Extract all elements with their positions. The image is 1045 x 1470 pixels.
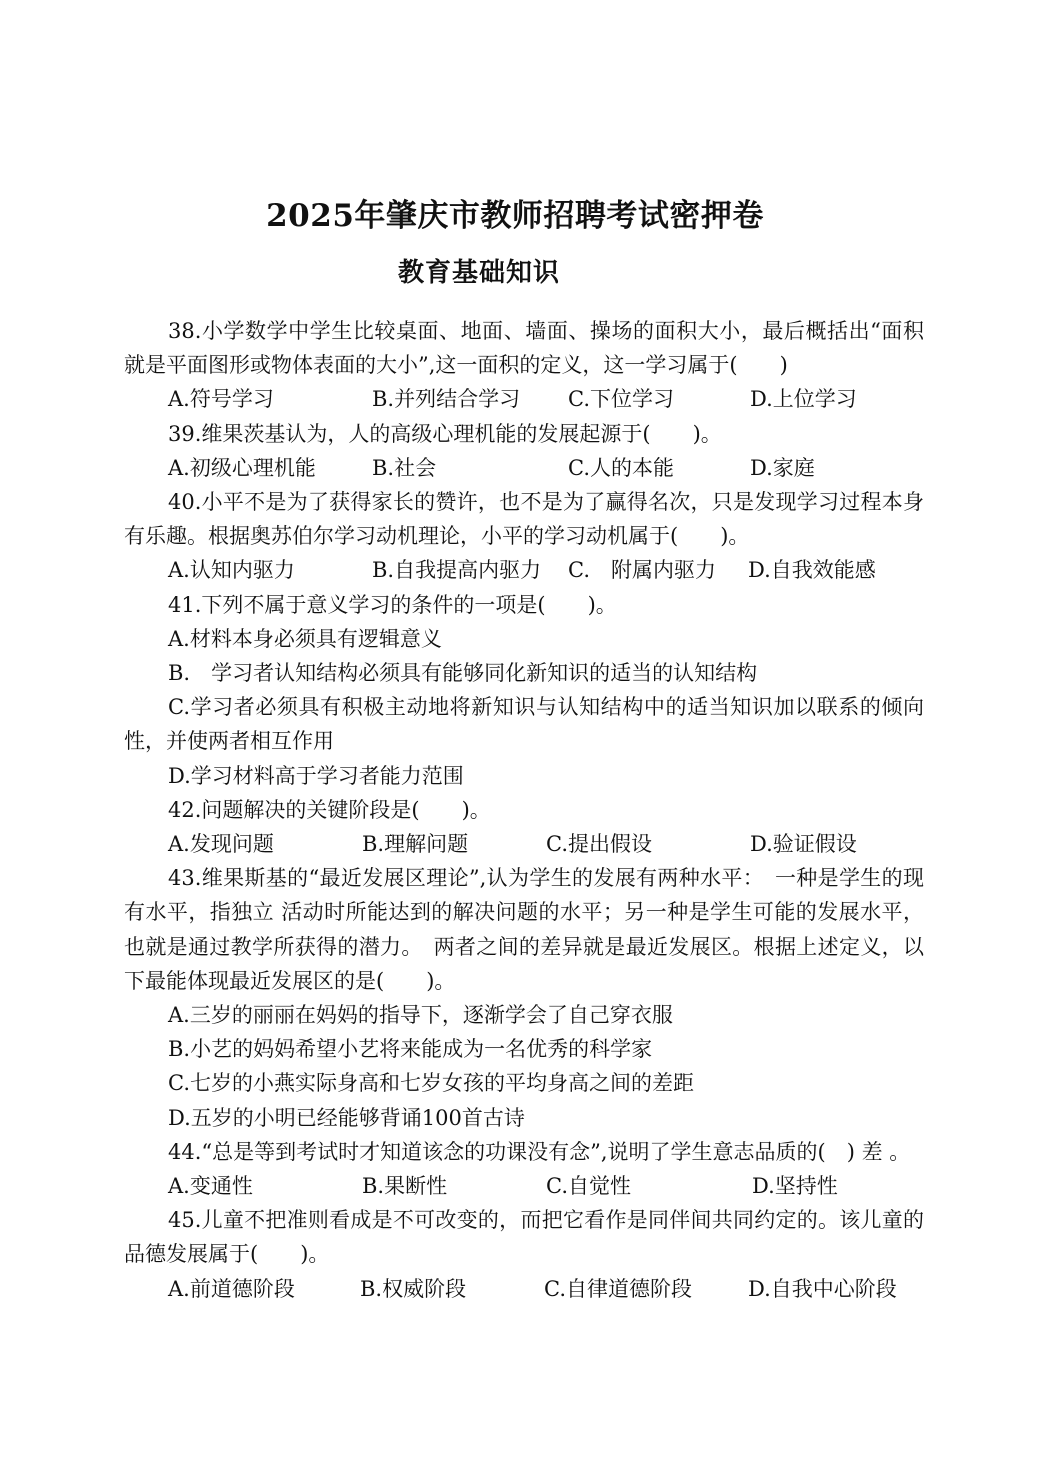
option-b: B.自我提高内驱力 [372, 558, 542, 583]
question-list [124, 314, 924, 1306]
option-d: D.自我中心阶段 [748, 1276, 897, 1301]
option-c: C. 附属内驱力 [568, 558, 716, 583]
option-c: C.自觉性 [546, 1174, 631, 1199]
question-40-stem: 40.小平不是为了获得家长的赞许，也不是为了赢得名次，只是发现学习过程本身有乐趣。根据奥苏伯尔学习动机理论，小平的学习动机属于( )。 [124, 489, 924, 549]
option-c: C.七岁的小燕实际身高和七岁女孩的平均身高之间的差距 [168, 1071, 694, 1096]
page-subtitle: 教育基础知识 [398, 258, 561, 288]
question-43-stem: 43.维果斯基的“最近发展区理论”,认为学生的发展有两种水平： 一种是学生的现有水平，指独立 活动时所能达到的解决问题的水平；另一种是学生可能的发展水平，也就是通过教学所获得的潜力。 两者之间的差异就是最近发展区。根据上述定义，以下最能体现最近发展区的是( )。 [124, 866, 924, 993]
question-44-options [124, 1169, 924, 1203]
option-b: B.小艺的妈妈希望小艺将来能成为一名优秀的科学家 [168, 1037, 653, 1062]
question-39-options [124, 451, 924, 485]
option-c: C.学习者必须具有积极主动地将新知识与认知结构中的适当知识加以联系的倾向性，并使两者相互作用 [124, 695, 924, 754]
option-d: D.验证假设 [750, 832, 857, 856]
option-b: B. 学习者认知结构必须具有能够同化新知识的适当的认知结构 [168, 660, 758, 685]
option-b: B.果断性 [362, 1174, 448, 1199]
option-b: B.并列结合学习 [372, 387, 521, 412]
option-c: C.下位学习 [568, 387, 674, 412]
option-c: C.提出假设 [546, 832, 652, 856]
option-d: D.自我效能感 [748, 558, 876, 583]
option-c: C.人的本能 [568, 455, 674, 480]
option-d: D.学习材料高于学习者能力范围 [168, 763, 464, 788]
option-c: C.自律道德阶段 [544, 1276, 692, 1301]
option-b: B.社会 [372, 455, 437, 480]
option-a: A.三岁的丽丽在妈妈的指导下，逐渐学会了自己穿衣服 [168, 1003, 673, 1027]
question-42-options [124, 827, 924, 861]
option-d: D.五岁的小明已经能够背诵100首古诗 [168, 1105, 525, 1130]
option-b: B.理解问题 [362, 832, 469, 856]
question-45-options [124, 1272, 924, 1306]
question-38-options [124, 382, 924, 416]
question-40-options [124, 553, 924, 587]
option-a: A.材料本身必须具有逻辑意义 [168, 626, 442, 651]
option-a: A.前道德阶段 [168, 1276, 295, 1301]
page-title: 2025年肇庆市教师招聘考试密押卷 [266, 198, 764, 234]
question-42-stem: 42.问题解决的关键阶段是( )。 [168, 797, 491, 822]
question-39-stem: 39.维果茨基认为，人的高级心理机能的发展起源于( )。 [168, 421, 722, 446]
option-a: A.初级心理机能 [168, 455, 316, 480]
option-a: A.变通性 [168, 1174, 253, 1199]
option-d: D.坚持性 [752, 1174, 838, 1199]
option-b: B.权威阶段 [360, 1276, 467, 1301]
option-a: A.认知内驱力 [168, 558, 295, 583]
question-44-stem: 44.“总是等到考试时才知道该念的功课没有念”,说明了学生意志品质的( ) 差 。 [168, 1139, 911, 1164]
option-d: D.上位学习 [750, 387, 857, 412]
option-a: A.符号学习 [168, 387, 274, 412]
option-a: A.发现问题 [168, 832, 274, 856]
question-45-stem: 45.儿童不把准则看成是不可改变的，而把它看作是同伴间共同约定的。该儿童的品德发展属于( )。 [124, 1208, 924, 1267]
question-41-stem: 41.下列不属于意义学习的条件的一项是( )。 [168, 592, 617, 617]
option-d: D.家庭 [750, 455, 815, 480]
question-38-stem: 38.小学数学中学生比较桌面、地面、墙面、操场的面积大小，最后概括出“面积就是平面图形或物体表面的大小”,这一面积的定义，这一学习属于( ) [124, 319, 924, 378]
